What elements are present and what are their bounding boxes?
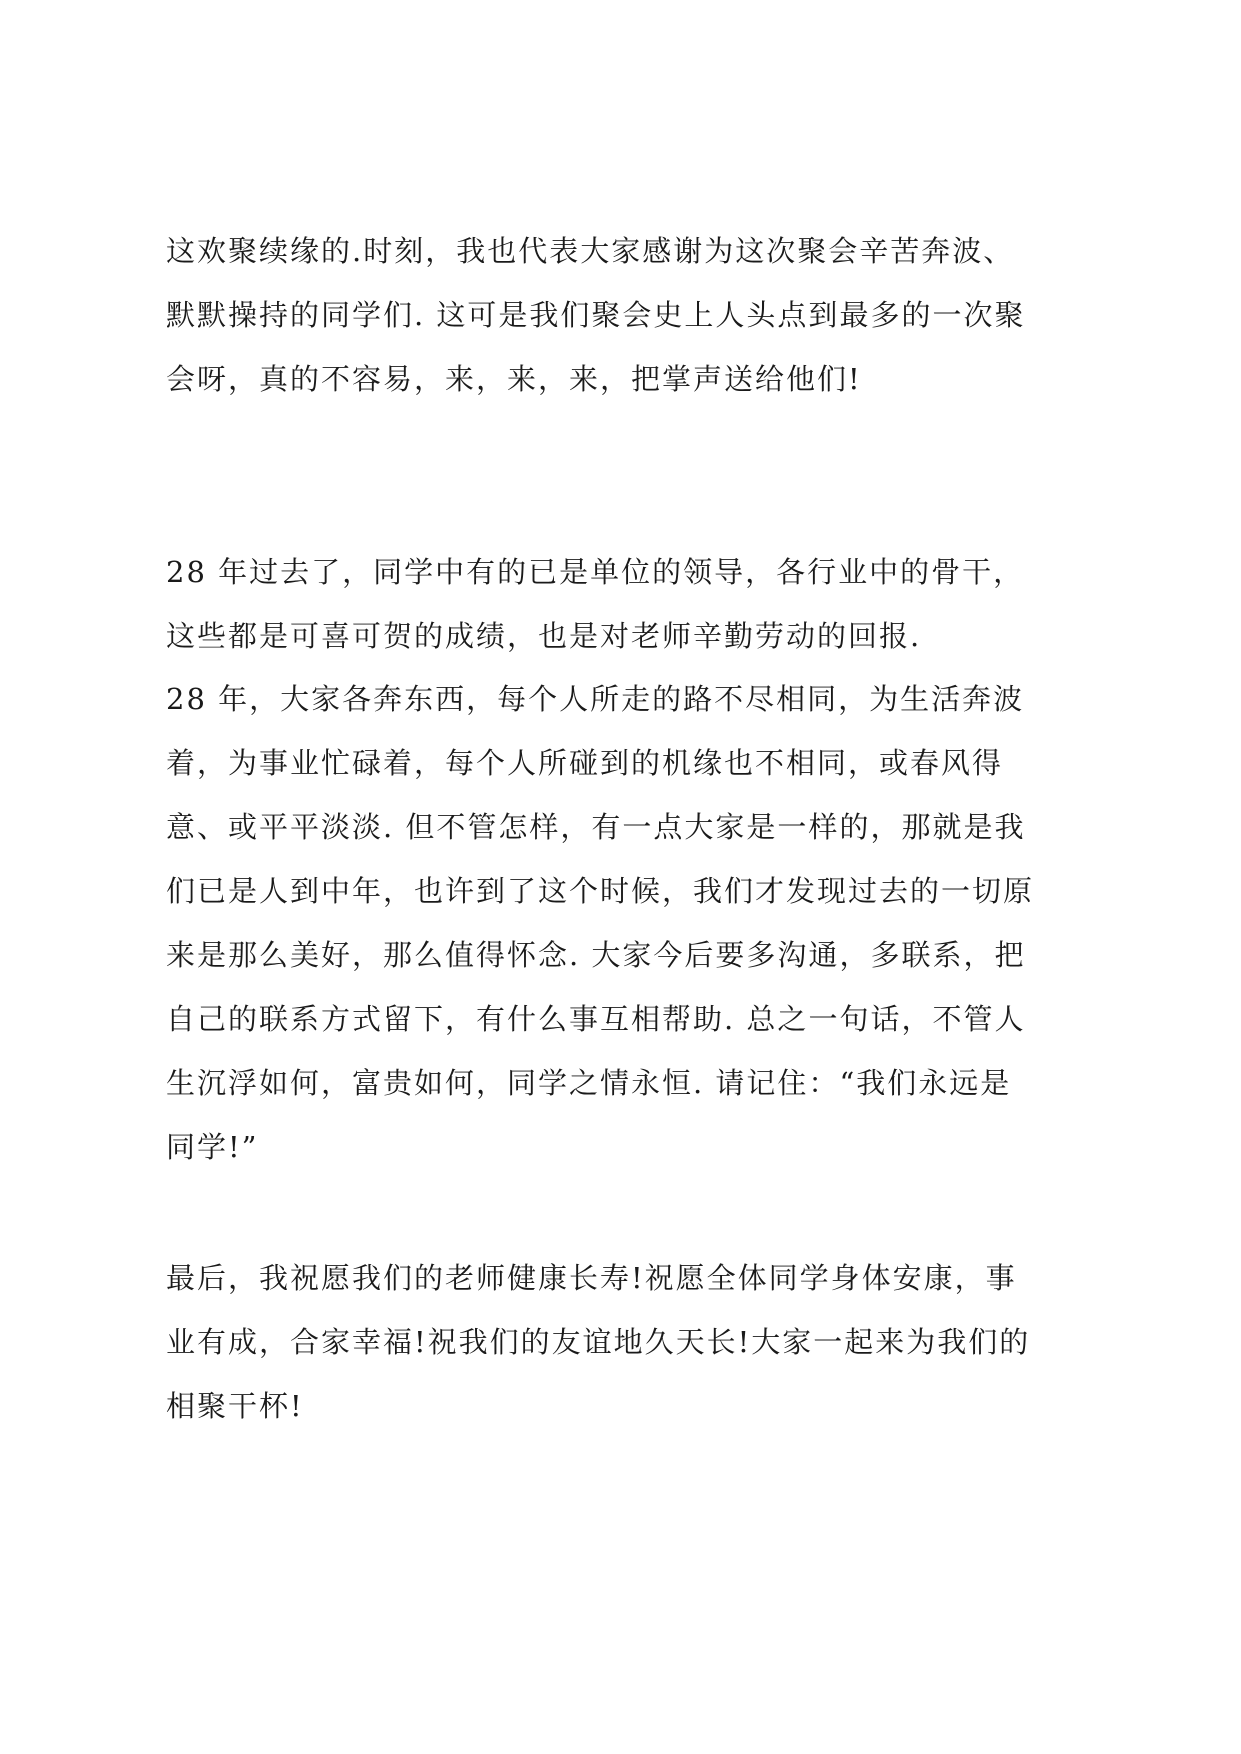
paragraph-reflection [166,667,1106,1179]
paragraph-toast [166,1246,1106,1438]
text-line: 们已是人到中年，也许到了这个时候，我们才发现过去的一切原 [166,874,1035,908]
text-line: 生沉浮如何，富贵如何，同学之情永恒. 请记住：“我们永远是 [166,1066,1012,1100]
text-line: 自己的联系方式留下，有什么事互相帮助. 总之一句话，不管人 [166,1002,1026,1036]
text-line: 来是那么美好，那么值得怀念. 大家今后要多沟通，多联系，把 [166,938,1026,972]
text-line: 会呀，真的不容易，来，来，来，把掌声送给他们! [166,362,862,396]
paragraph-achievements [166,540,1106,668]
text-line: 28 年过去了，同学中有的已是单位的领导，各行业中的骨干， [166,555,1025,589]
text-line: 默默操持的同学们. 这可是我们聚会史上人头点到最多的一次聚 [166,298,1026,332]
text-line: 同学!” [166,1130,259,1164]
text-line: 这欢聚续缘的.时刻，我也代表大家感谢为这次聚会辛苦奔波、 [166,234,1015,268]
paragraph-thanks [166,219,1106,411]
text-line: 业有成，合家幸福!祝我们的友谊地久天长!大家一起来为我们的 [166,1325,1031,1359]
text-line: 最后，我祝愿我们的老师健康长寿!祝愿全体同学身体安康，事 [166,1261,1017,1295]
text-line: 这些都是可喜可贺的成绩，也是对老师辛勤劳动的回报. [166,619,922,653]
text-line: 意、或平平淡淡. 但不管怎样，有一点大家是一样的，那就是我 [166,810,1026,844]
text-line: 相聚干杯! [166,1389,304,1423]
text-line: 28 年，大家各奔东西，每个人所走的路不尽相同，为生活奔波 [166,682,1025,716]
text-line: 着，为事业忙碌着，每个人所碰到的机缘也不相同，或春风得 [166,746,1004,780]
